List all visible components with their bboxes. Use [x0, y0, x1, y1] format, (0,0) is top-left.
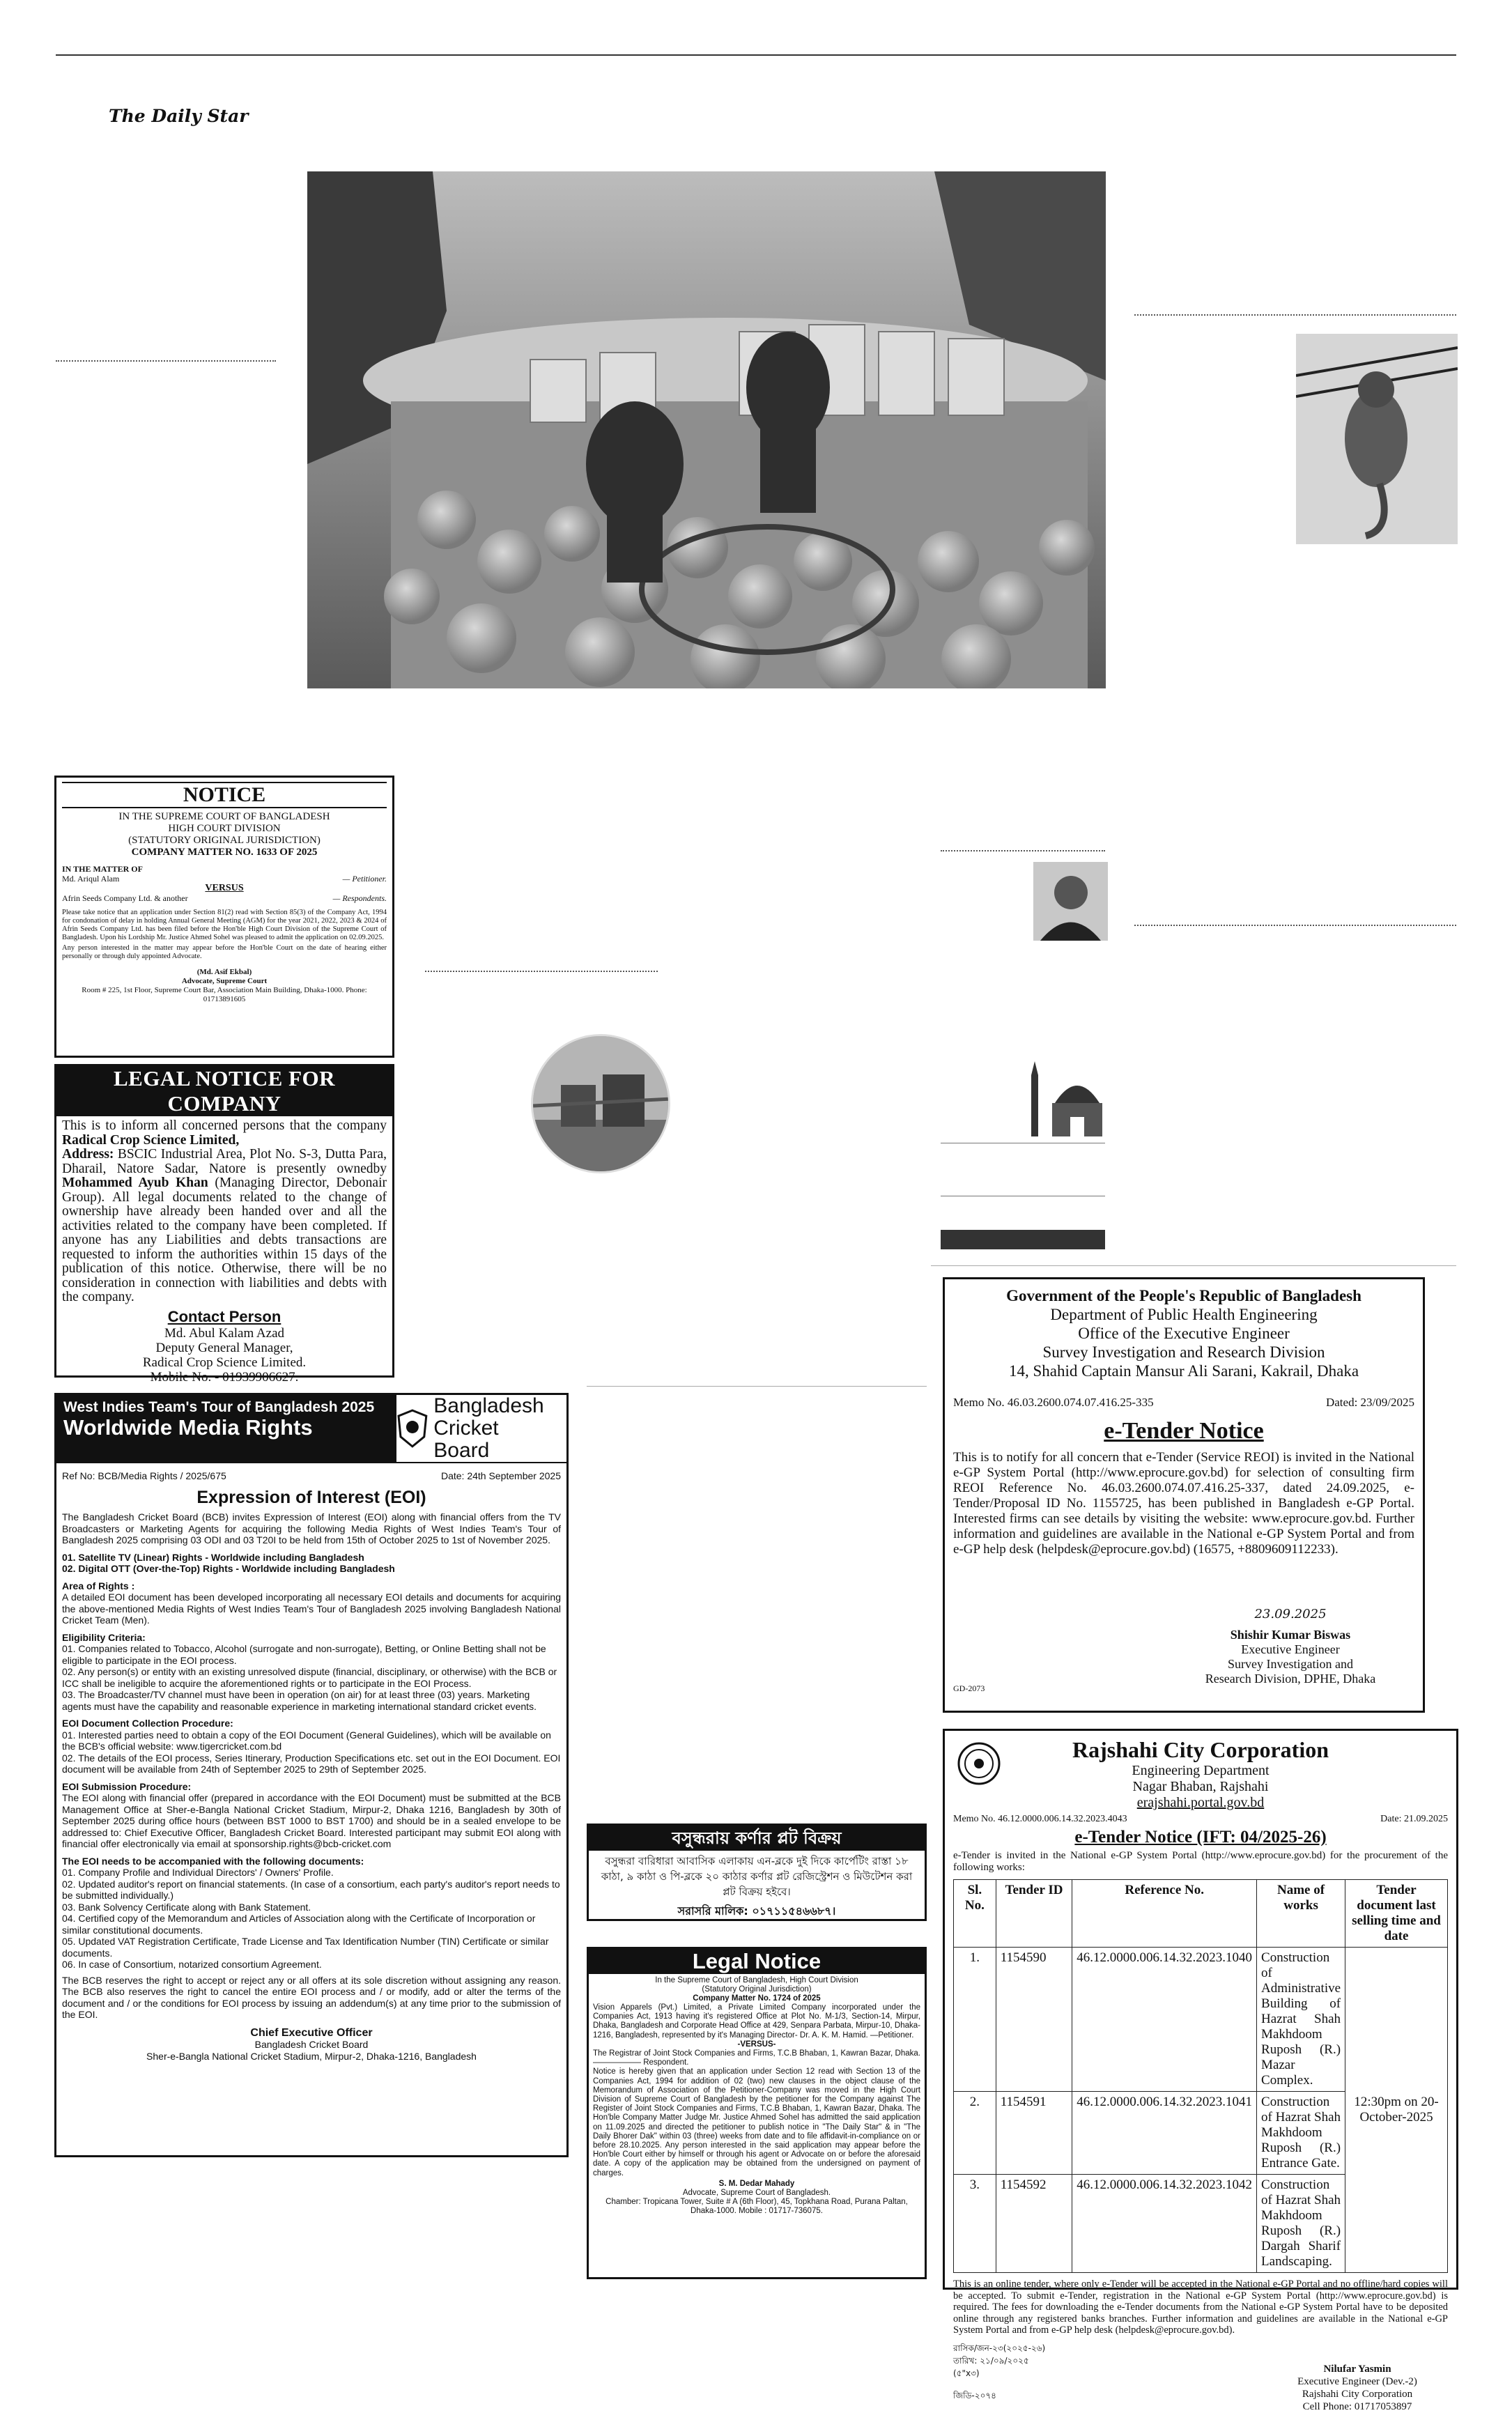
bcb-date: Date: 24th September 2025	[440, 1470, 561, 1481]
bcb-rights: Worldwide Media Rights	[63, 1415, 313, 1440]
collect-item: 01. Interested parties need to obtain a copy of the EOI Document (General Guidelines), which will be available on the BCB's official website: www.tigercricket.com.bd	[62, 1729, 551, 1752]
rcc-signer-line: Executive Engineer (Dev.-2)	[1297, 2375, 1417, 2387]
bar-graphic	[941, 1230, 1105, 1249]
area-body: A detailed EOI document has been developed incorporating all necessary EOI details and documents for acquiring the above-mentioned Media Rights of West Indies Team's Tour of Bangladesh 2025 involving Bangladesh National Cricket Team (Men).	[62, 1591, 561, 1626]
table-header: Tender document last selling time and date	[1345, 1880, 1448, 1948]
matter-label: IN THE MATTER OF	[62, 864, 143, 874]
column-divider	[931, 1265, 1456, 1266]
plot-ad-body: বসুন্ধরা বারিধারা আবাসিক এলাকায় এন-ব্লকে দুই দিকে কার্পেটিং রাস্তা ১৮ কাঠা, ৯ কাঠা ও পি-ব্লকে ২০ কাঠার কর্ণার প্লট রেজিস্ট্রেশন ও মিউটেশন করা প্লট বিক্রয় হইবে।	[601, 1855, 913, 1898]
mosque-icon	[1027, 1054, 1108, 1136]
table-header: Sl. No.	[954, 1880, 996, 1948]
rcc-bn: তারিখ: ২১/০৯/২০২৫	[953, 2355, 1029, 2366]
plot-ad-title: বসুন্ধরায় কর্ণার প্লট বিক্রয়	[589, 1826, 925, 1851]
bcb-sign-addr: Sher-e-Bangla National Cricket Stadium, Mirpur-2, Dhaka-1216, Bangladesh	[146, 2050, 477, 2062]
dphe-h1: Government of the People's Republic of Bangladesh	[1006, 1287, 1361, 1304]
dphe-h4: Survey Investigation and Research Division	[1042, 1343, 1325, 1361]
column-divider	[425, 971, 658, 972]
bcb-sign-title: Chief Executive Officer	[250, 2026, 373, 2039]
submit-title: EOI Submission Procedure:	[62, 1780, 192, 1792]
signer-address: Room # 225, 1st Floor, Supreme Court Bar, Association Main Building, Dhaka-1000. Phone: 01713891605	[82, 986, 367, 1003]
animal-photo	[1296, 334, 1458, 544]
table-row: 1. 1154590 46.12.0000.006.14.32.2023.1040 Construction of Administrative Building of Hazrat Shah Makhdoom Ruposh (R.) Mazar Complex. 12:30pm on 20-October-2025	[954, 1948, 1448, 2092]
dphe-memo: Memo No. 46.03.2600.074.07.416.25-335	[953, 1396, 1154, 1409]
plot-ad	[587, 1824, 927, 1921]
submit-body: The EOI along with financial offer (prepared in accordance with the EOI Document) must be submitted at the BCB Management Office at Sher-e-Bangla National Cricket Stadium, Mirpur-2, Dhaka 1216, Bangladesh by 30th of September 2025 during office hours (between BST 1000 to BST 1700) and should be in a sealed envelope to be addressed to: Chief Executive Officer, Bangladesh Cricket Board. Interested participant may submit EOI along with financial offer electronically via email at sponsorship.rights@bcb-cricket.com	[62, 1792, 561, 1849]
elig-title: Eligibility Criteria:	[62, 1631, 146, 1643]
rights-item: 01. Satellite TV (Linear) Rights - Worldwide including Bangladesh	[62, 1551, 364, 1563]
dphe-signer-line: Research Division, DPHE, Dhaka	[1205, 1672, 1376, 1686]
rcc-l3: erajshahi.portal.gov.bd	[1136, 1795, 1265, 1810]
bcb-intro: The Bangladesh Cricket Board (BCB) invites Expression of Interest (EOI) along with financial offers from the TV Broadcasters or Marketing Agents for acquiring the following Media Rights of West Indies Team's Tour of Bangladesh 2025 comprising 03 ODI and 03 T20I to be held from 15th of October 2025 to 1st of November 2025.	[62, 1511, 561, 1545]
rcc-footer: This is an online tender, where only e-Tender will be accepted in the National e-GP Portal and no offline/hard copies will be accepted. To submit e-Tender, registration in the National e-GP System Portal (http://www.eprocure.gov.bd) is required. The fees for downloading the e-Tender documents from the National e-GP System Portal have to be deposited online through any registered banks branches. Further information and guidelines are available in the National e-GP System Portal and from e-GP help desk (helpdesk@eprocure.gov.bd).	[953, 2279, 1448, 2336]
bcb-ref: Ref No: BCB/Media Rights / 2025/675	[62, 1470, 226, 1481]
table-header: Name of works	[1257, 1880, 1345, 1948]
dphe-tender	[943, 1277, 1425, 1713]
dphe-gd: GD-2073	[953, 1683, 985, 1693]
bcb-eoi-ad	[54, 1393, 569, 2157]
rcc-bn: জিডি-২০৭৪	[953, 2390, 996, 2400]
table-header: Tender ID	[996, 1880, 1072, 1948]
signer-title: Advocate, Supreme Court	[181, 977, 268, 985]
petitioner-name: Md. Ariqul Alam	[62, 874, 120, 884]
bcb-logo-icon	[396, 1409, 429, 1448]
bcb-reserve: The BCB reserves the right to accept or reject any or all offers at its sole discretion without assigning any reason. The BCB also reserves the right to cancel the entire EOI process and / or modify, add or alter the terms of the document and / or the conditions for EOI process by issuing an addendum(s) at any time prior to the submission of the EOI.	[62, 1974, 561, 2020]
docs-item: 04. Certified copy of the Memorandum and Articles of Association along with the Certificate of Incorporation or similar constitutional documents.	[62, 1913, 536, 1936]
top-rule	[56, 54, 1456, 56]
legal-notice-title: LEGAL NOTICE FOR COMPANY	[56, 1066, 392, 1116]
rcc-signer-line: Cell Phone: 01717053897	[1302, 2400, 1412, 2412]
notice-line: IN THE SUPREME COURT OF BANGLADESH	[118, 811, 330, 822]
ln2-para1: Vision Apparels (Pvt.) Limited, a Private Limited Company incorporated under the Companies Act, 1913 having it's registered Office at Plot No. M-1/3, Section-14, Mirpur, Dhaka, Bangladesh and Corporate Head Office at 429, Senpara Parbata, Mirpur-10, Dhaka-1216, Bangladesh, represented by it's Managing Director- Dr. A. K. M. Hamid. —Petitioner.	[593, 2003, 920, 2040]
rcc-works-table	[953, 1879, 1448, 2273]
court-notice	[54, 776, 394, 1058]
column-divider	[587, 1386, 927, 1387]
signer-name: (Md. Asif Ekbal)	[196, 968, 252, 976]
ln2-signer-title: Advocate, Supreme Court of Bangladesh.	[682, 2189, 831, 2198]
rcc-bn: রাসিক/জন-২৩(২০২৫-২৬)	[953, 2343, 1046, 2353]
versus-label: VERSUS	[205, 883, 244, 893]
docs-title: The EOI needs to be accompanied with the following documents:	[62, 1855, 364, 1867]
respondent-name: Afrin Seeds Company Ltd. & another	[62, 893, 188, 903]
bcb-org-2: Cricket Board	[433, 1417, 499, 1462]
rcc-seal-icon	[957, 1742, 1001, 1785]
portrait-photo	[1033, 862, 1108, 941]
notice-line: (STATUTORY ORIGINAL JURISDICTION)	[128, 835, 321, 846]
area-title: Area of Rights :	[62, 1580, 135, 1591]
circle-photo	[531, 1034, 670, 1173]
contact-line: Radical Crop Science Limited.	[142, 1355, 307, 1370]
bcb-sign-org: Bangladesh Cricket Board	[254, 2039, 369, 2050]
rcc-title: Rajshahi City Corporation	[1072, 1737, 1329, 1762]
elig-item: 02. Any person(s) or entity with an existing unresolved dispute (financial, disciplinary, or otherwise) with the BCB or ICC shall be ineligible to acquire the aforementioned rights or to participate in the EOI Process.	[62, 1666, 557, 1689]
dphe-h2: Department of Public Health Engineering	[1050, 1306, 1318, 1323]
ln2-line: In the Supreme Court of Bangladesh, High Court Division	[655, 1976, 858, 1984]
column-divider	[56, 360, 276, 362]
bcb-org-1: Bangladesh	[433, 1394, 544, 1417]
docs-item: 05. Updated VAT Registration Certificate, Trade License and Tax Identification Number (TIN) Certificate or similar documents.	[62, 1936, 549, 1959]
collect-item: 02. The details of the EOI process, Series Itinerary, Production Specifications etc. set out in the EOI Document. EOI document will be available from 24th of September 2025 to 29th of September 2025.	[62, 1752, 561, 1775]
ln2-line: (Statutory Original Jurisdiction)	[702, 1985, 812, 1994]
notice-body-2: Any person interested in the matter may appear before the Hon'ble Court on the date of hearing either personally or through duly appointed Advocate.	[62, 944, 387, 960]
contact-line: Mobile No. - 01939906627.	[150, 1369, 299, 1385]
rcc-l2: Nagar Bhaban, Rajshahi	[1132, 1779, 1269, 1794]
last-date: 12:30pm on 20-October-2025	[1345, 1948, 1448, 2273]
contact-line: Md. Abul Kalam Azad	[164, 1325, 285, 1341]
ln2-line: Company Matter No. 1724 of 2025	[693, 1994, 821, 2003]
contact-title: Contact Person	[167, 1307, 281, 1325]
docs-item: 03. Bank Solvency Certificate along with Bank Statement.	[62, 1901, 311, 1913]
eoi-title: Expression of Interest (EOI)	[196, 1487, 426, 1507]
notice-line: HIGH COURT DIVISION	[168, 823, 281, 834]
docs-item: 01. Company Profile and Individual Directors' / Owners' Profile.	[62, 1867, 334, 1878]
rcc-memo: Memo No. 46.12.0000.006.14.32.2023.4043	[953, 1814, 1127, 1824]
rcc-notice-title: e-Tender Notice (IFT: 04/2025-26)	[1074, 1828, 1327, 1847]
rcc-intro: e-Tender is invited in the National e-GP System Portal (http://www.eprocure.gov.bd) for the procurement of the following works:	[953, 1850, 1448, 1873]
notice-line: COMPANY MATTER NO. 1633 OF 2025	[131, 847, 318, 858]
dphe-h5: 14, Shahid Captain Mansur Ali Sarani, Kakrail, Dhaka	[1008, 1362, 1359, 1380]
rcc-l1: Engineering Department	[1132, 1763, 1270, 1778]
notice-title: NOTICE	[62, 782, 387, 808]
column-divider	[1134, 314, 1456, 316]
ln2-para2: The Registrar of Joint Stock Companies and Firms, T.C.B Bhaban, 1, Kawran Bazar, Dhaka. —————— Respondent.	[593, 2049, 920, 2067]
ln2-chamber: Chamber: Tropicana Tower, Suite # A (6th Floor), 45, Topkhana Road, Purana Paltan, Dhaka-1000. Mobile : 01717-736075.	[605, 2198, 908, 2216]
petitioner-role: — Petitioner.	[342, 874, 387, 884]
respondent-role: — Respondents.	[332, 893, 387, 903]
ln2-para3: Notice is hereby given that an application under Section 12 read with Section 13 of the Companies Act, 1994 for addition of 02 (two) new clauses in the object clause of the Memorandum of Association of the Petitioner-Company was moved in the High Court Division of Supreme Court of Bangladesh by the petitioner for the Company against The Register of Joint Stock Companies and Firms, T.C.B Bhaban, 1, Kawran Bazar, Dhaka. The Hon'ble Company Matter Judge Mr. Justice Ahmed Sohel has admitted the said application on 11.09.2025 and directed the petitioner to publish notice in "The Daily Star" & in "The Daily Bhorer Dak" within 03 (three) weeks from date and to file affidavit-in-compliance on or before 28.10.2025. Any person interested in the said application may appear before the Hon'ble Court either by himself or through his agent or Advocate on or before the aforesaid date. A copy of the application may be obtained from the undersigned on payment of charges.	[593, 2067, 920, 2177]
dphe-title: e-Tender Notice	[1104, 1418, 1264, 1444]
masthead-logo: The Daily Star	[109, 106, 249, 126]
rcc-date: Date: 21.09.2025	[1380, 1814, 1448, 1824]
ln2-versus: -VERSUS-	[737, 2040, 776, 2049]
dphe-signature: 23.09.2025	[1254, 1607, 1327, 1621]
dphe-h3: Office of the Executive Engineer	[1078, 1325, 1290, 1342]
legal-notice-2	[587, 1947, 927, 2279]
elig-item: 01. Companies related to Tobacco, Alcohol (surrogate and non-surrogate), Betting, or Online Betting shall not be eligible to participate in the EOI process.	[62, 1643, 546, 1666]
elig-item: 03. The Broadcaster/TV channel must have been in operation (on air) for at least three (03) years. Marketing agents must have the capability and reasonable experience in marketing international standard cricket events.	[62, 1689, 537, 1712]
dphe-signer: Shishir Kumar Biswas	[1230, 1628, 1351, 1642]
legal-notice-body: This is to inform all concerned persons that the company Radical Crop Science Limited, Address: BSCIC Industrial Area, Plot No. S-3, Dutta Para, Dharail, Natore Sadar, Natore is presently ownedby Mohammed Ayub Khan (Managing Director, Debonair Group). All legal documents related to the change of ownership have already been handed over and all the activities related to the company have been completed. If anyone has any Liabilities and debts transactions are requested to inform the authorities within 15 days of the publication of this notice. Otherwise, there will be no consideration in connection with liabilities and debts with the company.	[62, 1118, 387, 1304]
ln2-signer: S. M. Dedar Mahady	[718, 2179, 795, 2188]
dphe-body: This is to notify for all concern that e-Tender (Service REOI) is invited in the National e-GP System Portal (http://www.eprocure.gov.bd) for selection of consulting firm REOI Reference No. 46.03.2600.074.07.416.25-337, dated 24.09.2025, e-Tender/Proposal ID No. 1155725, has been published in Bangladesh e-GP Portal. Interested firms can see details by visiting the website: www.eprocure.gov.bd. Further information and guidelines are available in the National e-GP System Portal and from e-GP help desk (helpdesk@eprocure.gov.bd) (16575, +8809609112233).	[953, 1450, 1414, 1557]
collect-title: EOI Document Collection Procedure:	[62, 1718, 233, 1729]
rights-item: 02. Digital OTT (Over-the-Top) Rights - Worldwide including Bangladesh	[62, 1563, 395, 1574]
rcc-bn: (৫"x৩)	[953, 2368, 980, 2378]
rcc-signer: Nilufar Yasmin	[1323, 2363, 1391, 2375]
docs-item: 02. Updated auditor's report on financial statements. (In case of a consortium, each party's auditor's report needs to be submitted individually.)	[62, 1878, 560, 1901]
table-header: Reference No.	[1072, 1880, 1257, 1948]
legal-notice-company	[54, 1064, 394, 1385]
rcc-signer-line: Rajshahi City Corporation	[1302, 2388, 1413, 2400]
pottery-photo	[307, 171, 1106, 688]
legal-notice-2-title: Legal Notice	[589, 1949, 925, 1974]
dphe-signer-line: Survey Investigation and	[1228, 1657, 1353, 1671]
table-row: 3. 1154592 46.12.0000.006.14.32.2023.1042 Construction of Hazrat Shah Makhdoom Ruposh (R.) Dargah Sharif Landscaping.	[954, 2175, 1448, 2273]
column-divider	[941, 850, 1105, 851]
table-row: 2. 1154591 46.12.0000.006.14.32.2023.1041 Construction of Hazrat Shah Makhdoom Ruposh (R.) Entrance Gate.	[954, 2092, 1448, 2175]
dphe-date: Dated: 23/09/2025	[1325, 1396, 1414, 1409]
notice-body: Please take notice that an application under Section 81(2) read with Section 85(3) of the Company Act, 1994 for condonation of delay in holding Annual General Meeting (AGM) for the year 2021, 2022, 2023 & 2024 of Afrin Seeds Company Ltd. has been filed before the Hon'ble High Court Division of the Supreme Court of Bangladesh. Upon his Lordship Mr. Justice Ahmed Sohel was pleased to admit the application on 02.09.2025.	[62, 909, 387, 941]
plot-ad-owner: সরাসরি মালিক: ০১৭১১৫৪৬৬৮৭।	[677, 1904, 836, 1918]
bcb-tour: West Indies Team's Tour of Bangladesh 2025	[63, 1399, 375, 1415]
docs-item: 06. In case of Consortium, notarized consortium Agreement.	[62, 1959, 322, 1970]
dphe-signer-line: Executive Engineer	[1241, 1642, 1340, 1656]
contact-line: Deputy General Manager,	[155, 1340, 293, 1355]
rcc-tender	[943, 1729, 1458, 2412]
column-divider	[1134, 925, 1456, 926]
